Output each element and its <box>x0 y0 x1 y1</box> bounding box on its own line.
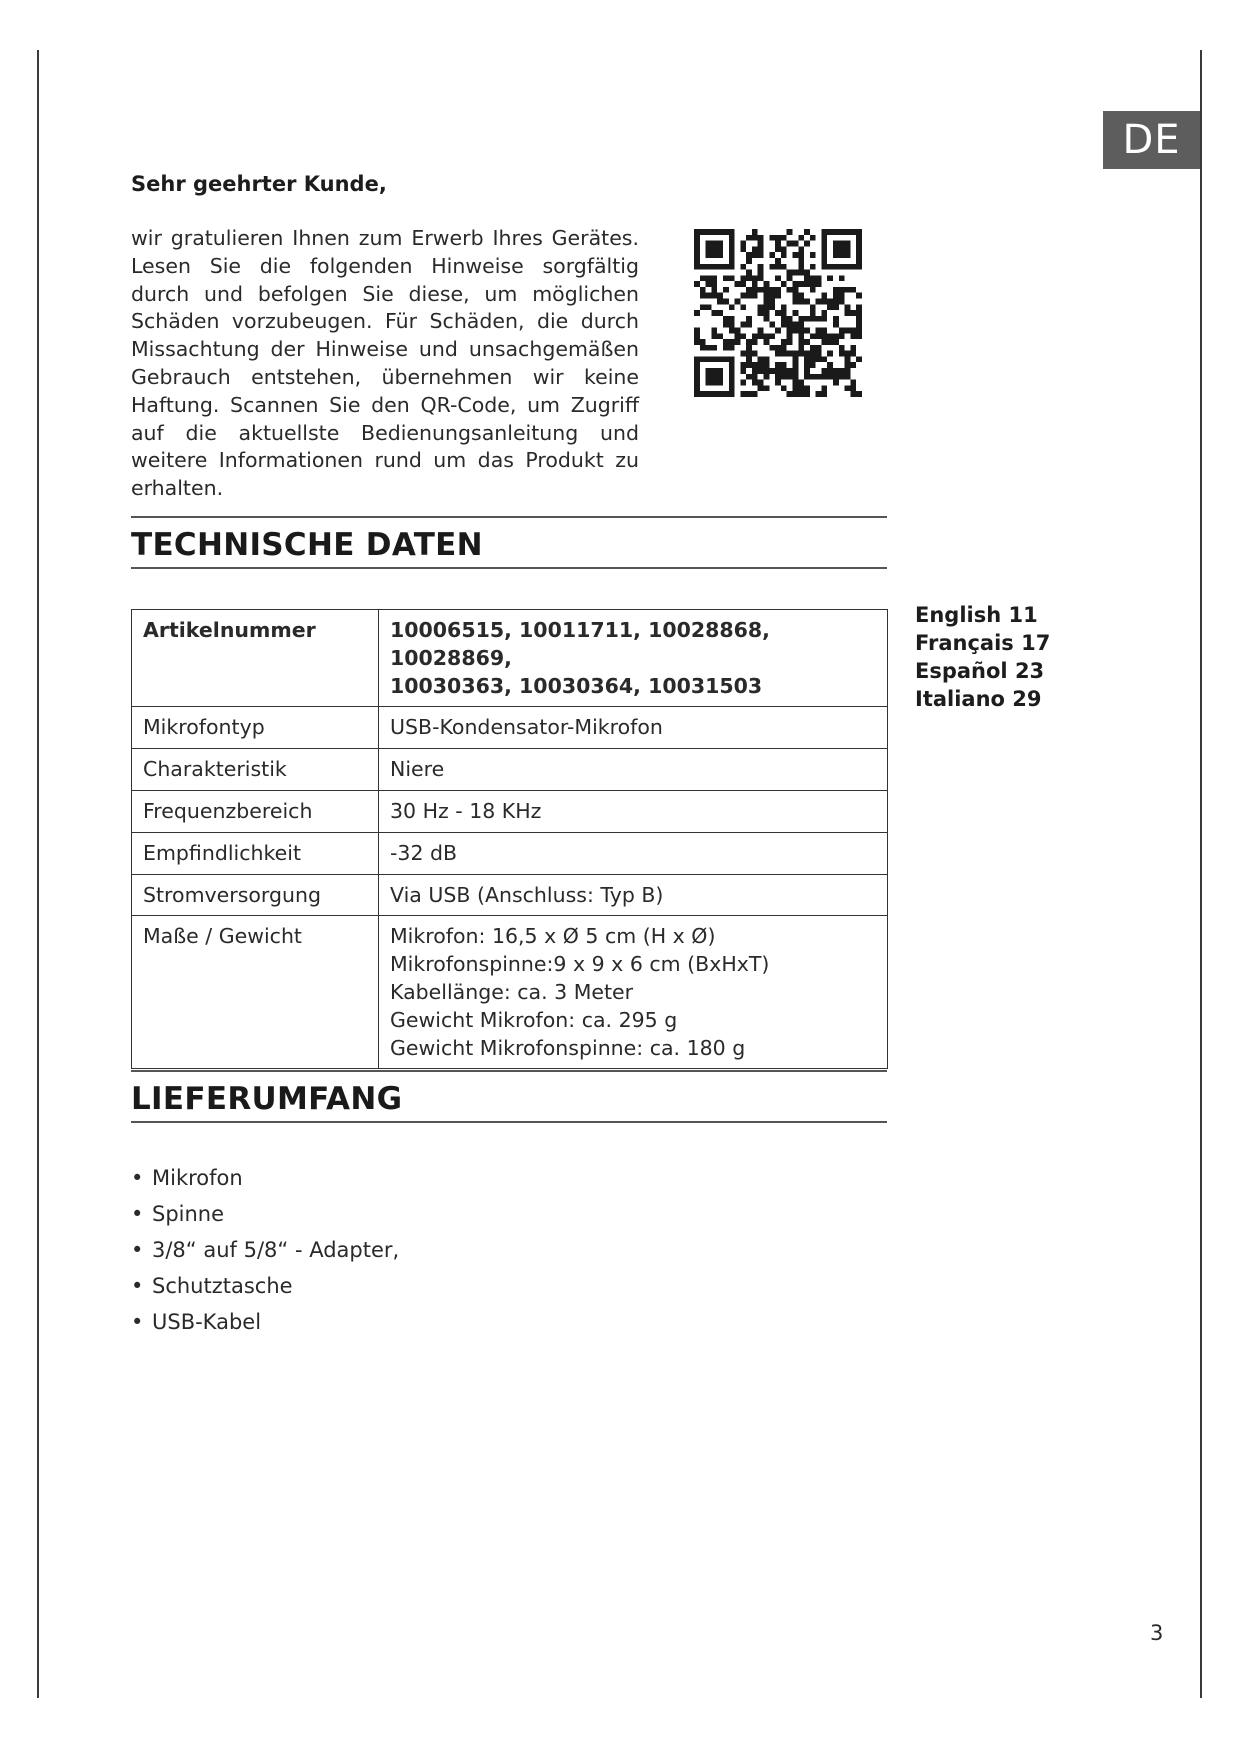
spec-row-artikelnummer <box>132 610 888 707</box>
toc-item-english[interactable]: English 11 <box>915 603 1038 627</box>
spec-key: Mikrofontyp <box>132 707 379 749</box>
bullet-icon: • <box>131 1238 144 1262</box>
toc-item-francais[interactable]: Français 17 <box>915 631 1051 655</box>
spec-key: Artikelnummer <box>132 610 379 707</box>
spec-row-frequenzbereich <box>132 790 888 832</box>
divider <box>131 1070 887 1072</box>
spec-value: -32 dB <box>379 832 888 874</box>
list-item: • Schutztasche <box>131 1268 399 1304</box>
divider <box>131 567 887 569</box>
toc-item-espanol[interactable]: Español 23 <box>915 659 1045 683</box>
list-item: • 3/8“ auf 5/8“ - Adapter, <box>131 1232 399 1268</box>
divider <box>131 516 887 518</box>
scope-list <box>131 1160 399 1340</box>
spec-key: Stromversorgung <box>132 874 379 916</box>
spec-key: Charakteristik <box>132 749 379 791</box>
spec-row-mikrofontyp <box>132 707 888 749</box>
spec-value: Mikrofon: 16,5 x Ø 5 cm (H x Ø) Mikrofonspinne:9 x 9 x 6 cm (BxHxT) Kabellänge: ca. 3 Meter Gewicht Mikrofon: ca. 295 g Gewicht Mikrofonspinne: ca. 180 g <box>379 916 888 1069</box>
spec-key: Maße / Gewicht <box>132 916 379 1069</box>
toc-item-italiano[interactable]: Italiano 29 <box>915 687 1042 711</box>
spec-value: Via USB (Anschluss: Typ B) <box>379 874 888 916</box>
spec-value: 10006515, 10011711, 10028868, 10028869, 10030363, 10030364, 10031503 <box>379 610 888 707</box>
qr-code-icon <box>694 229 862 397</box>
bullet-icon: • <box>131 1202 144 1226</box>
language-index <box>915 601 1050 713</box>
bullet-icon: • <box>131 1166 144 1190</box>
divider <box>131 1121 887 1123</box>
bullet-icon: • <box>131 1274 144 1298</box>
spec-row-charakteristik <box>132 749 888 791</box>
intro-paragraph: wir gratulieren Ihnen zum Erwerb Ihres Gerätes. Lesen Sie die folgenden Hinweise sorgfältig durch und befolgen Sie diese, um möglichen Schäden vorzubeugen. Für Schäden, die durch Missachtung der Hinweise und unsachgemäßen Gebrauch entstehen, übernehmen wir keine Haftung. Scannen Sie den QR-Code, um Zugriff auf die aktuellste Bedienungsanleitung und weitere Informationen rund um das Produkt zu erhalten. <box>131 226 639 501</box>
bullet-icon: • <box>131 1310 144 1334</box>
list-item: • USB-Kabel <box>131 1304 399 1340</box>
spec-key: Frequenzbereich <box>132 790 379 832</box>
language-tab: DE <box>1103 111 1200 169</box>
spec-value: 30 Hz - 18 KHz <box>379 790 888 832</box>
spec-row-stromversorgung <box>132 874 888 916</box>
section-title-lieferumfang: LIEFERUMFANG <box>131 1081 403 1117</box>
spec-key: Empfindlichkeit <box>132 832 379 874</box>
list-item: • Mikrofon <box>131 1160 399 1196</box>
spec-row-masse-gewicht <box>132 916 888 1069</box>
page-number: 3 <box>1150 1621 1164 1645</box>
spec-value: Niere <box>379 749 888 791</box>
page-border-left <box>37 50 39 1698</box>
spec-row-empfindlichkeit <box>132 832 888 874</box>
section-title-technische-daten: TECHNISCHE DATEN <box>131 527 483 563</box>
greeting: Sehr geehrter Kunde, <box>131 172 387 196</box>
spec-value: USB-Kondensator-Mikrofon <box>379 707 888 749</box>
specs-table <box>131 609 888 1069</box>
page-border-right <box>1200 50 1202 1698</box>
list-item: • Spinne <box>131 1196 399 1232</box>
